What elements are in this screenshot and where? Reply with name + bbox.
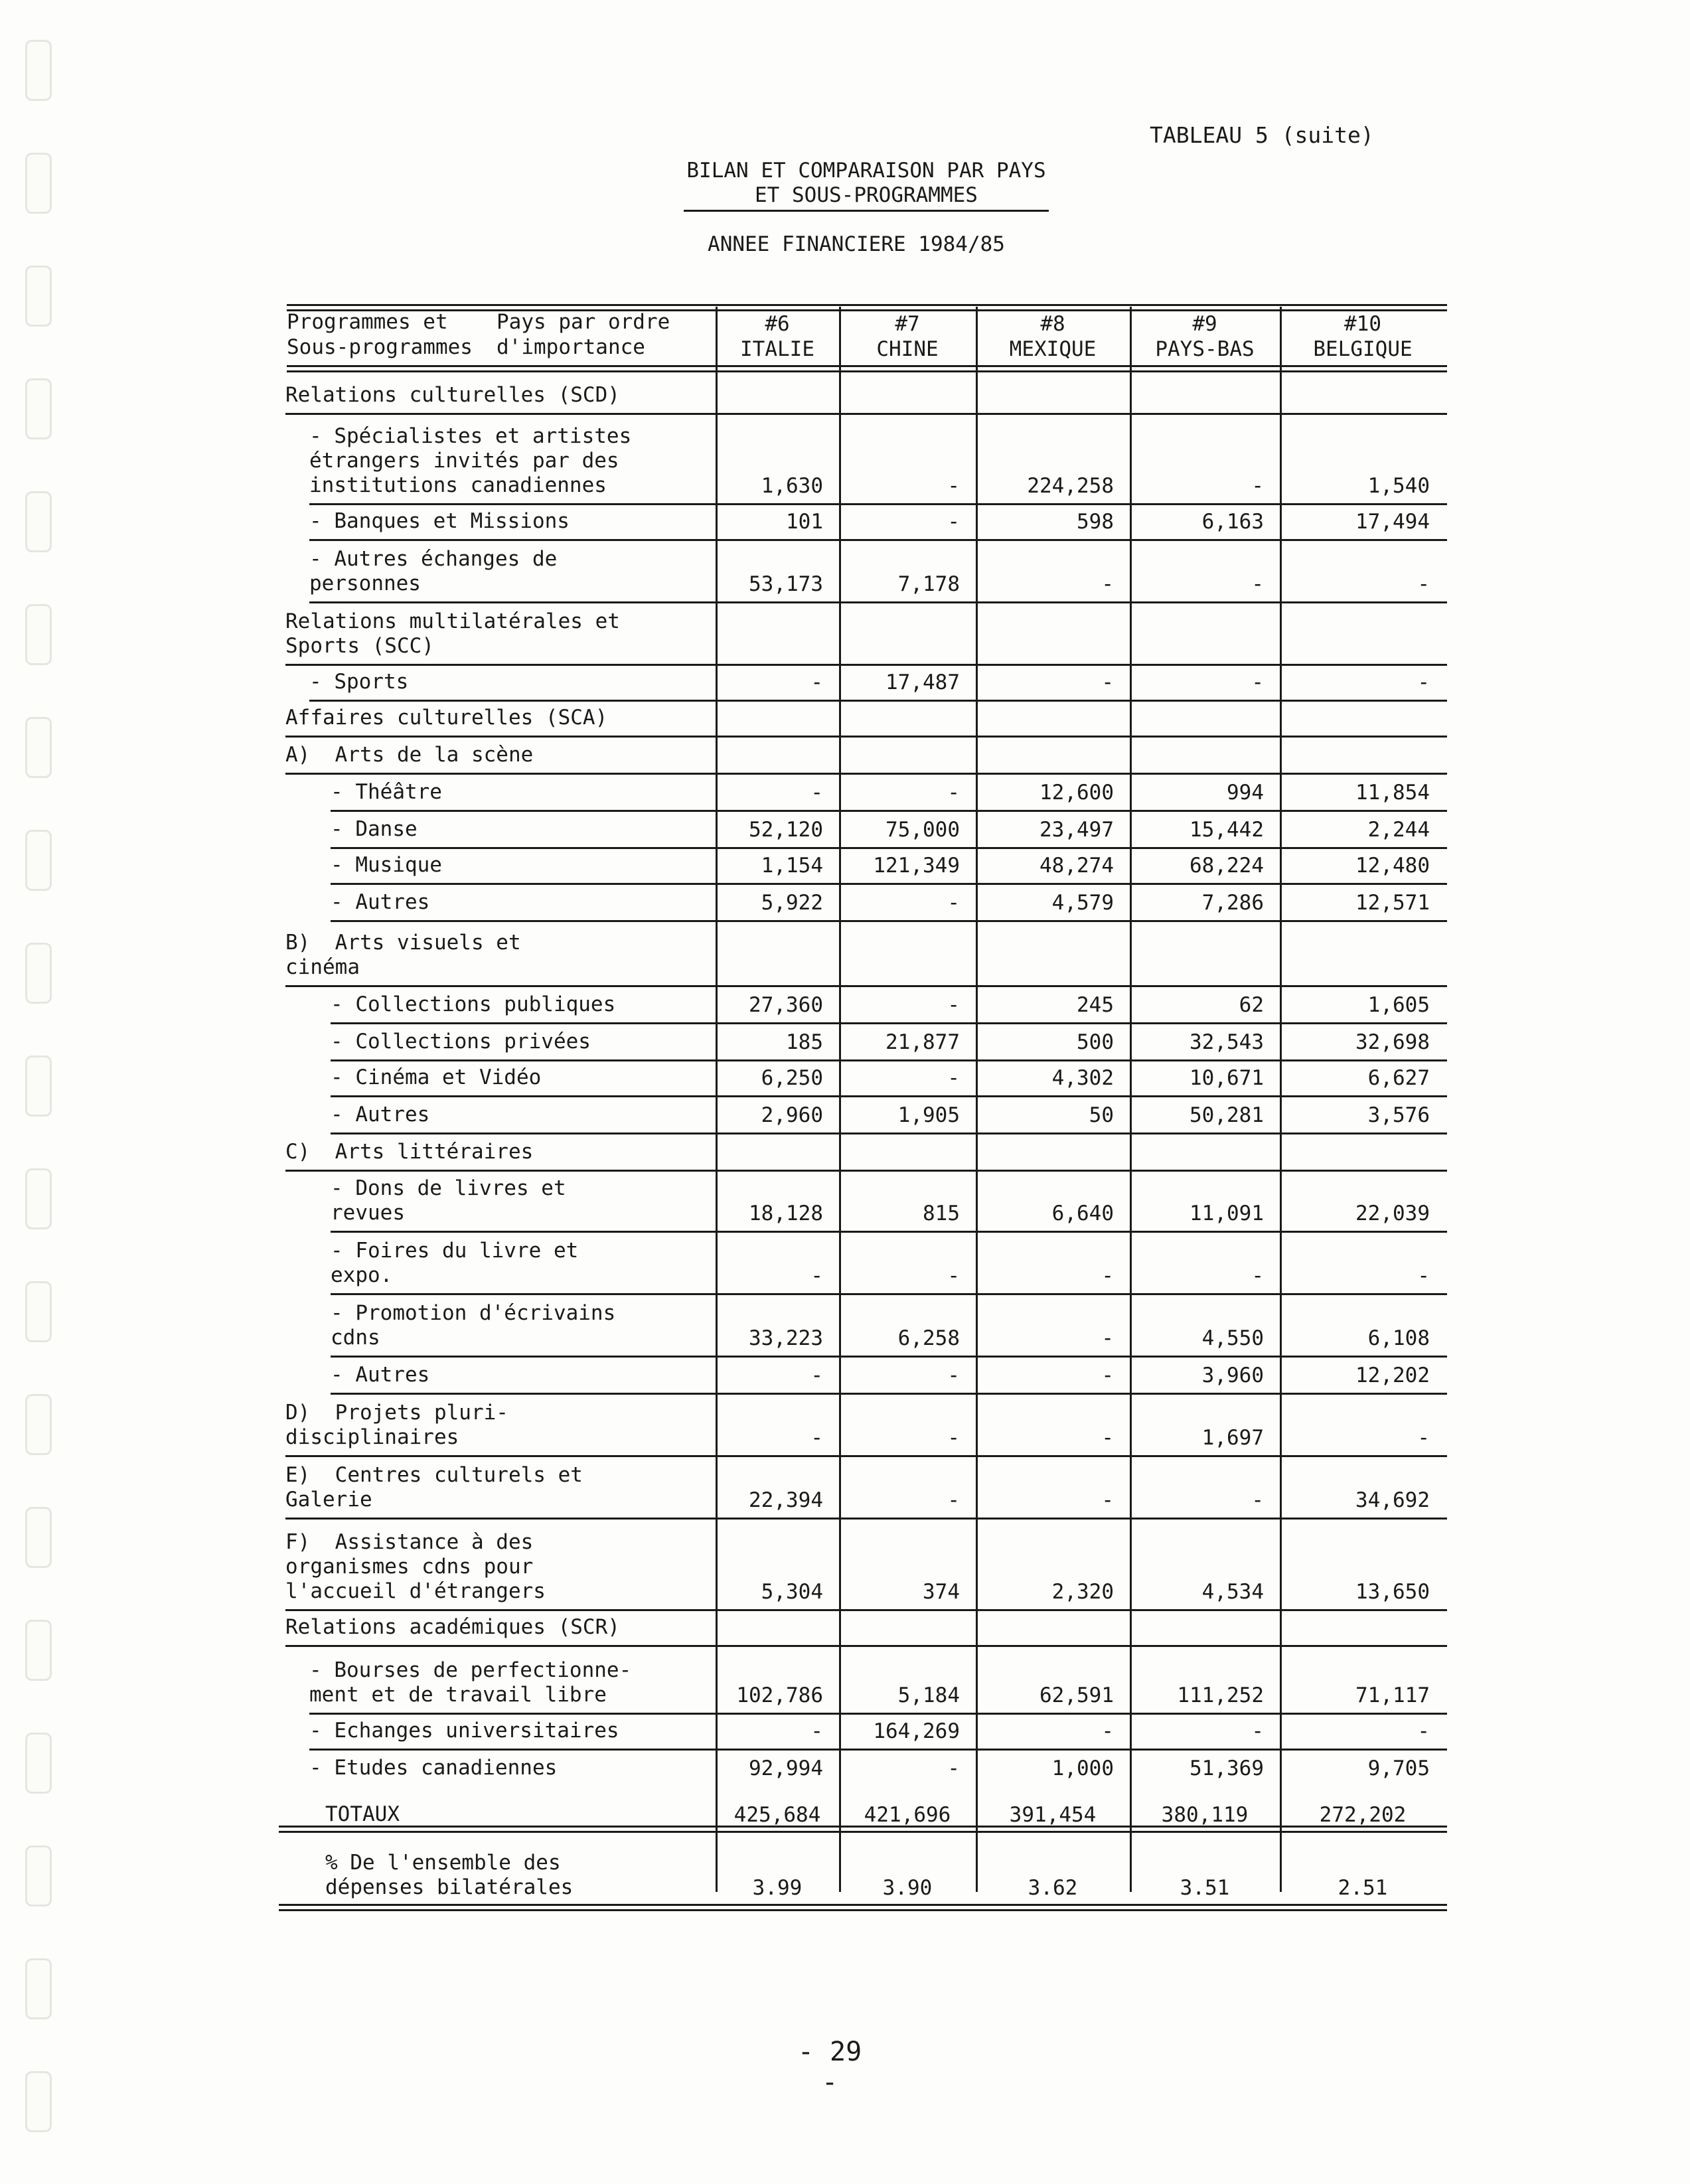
table-cell: 245 xyxy=(1077,993,1114,1017)
table-cell: 27,360 xyxy=(749,993,823,1017)
row-label: - Danse xyxy=(331,817,418,841)
table-cell: 1,905 xyxy=(897,1103,960,1127)
column-divider xyxy=(1130,307,1132,1892)
table-cell: 101 xyxy=(786,510,823,534)
table-cell: - xyxy=(947,1426,960,1450)
corner-header-right-1: Pays par ordre xyxy=(497,310,670,334)
row-rule xyxy=(331,1022,1447,1024)
table-cell: - xyxy=(947,1488,960,1512)
row-rule xyxy=(285,664,1447,666)
table-cell: 12,571 xyxy=(1355,891,1430,915)
table-cell: 15,442 xyxy=(1190,818,1264,842)
table-cell: - xyxy=(1251,474,1264,498)
table-cell: 68,224 xyxy=(1190,854,1264,878)
row-label: Relations multilatérales et xyxy=(285,609,620,633)
table-cell: 3,576 xyxy=(1367,1103,1430,1127)
column-country: BELGIQUE xyxy=(1313,337,1413,361)
table-cell: - xyxy=(810,670,823,694)
table-cell: - xyxy=(810,1719,823,1743)
table-cell: 9,705 xyxy=(1367,1756,1430,1780)
table-cell: 2,960 xyxy=(761,1103,823,1127)
table-cell: 32,543 xyxy=(1190,1030,1264,1054)
table-cell: 4,302 xyxy=(1051,1066,1114,1090)
binder-hole xyxy=(25,2071,52,2132)
row-label: - Foires du livre et xyxy=(331,1239,579,1263)
column-rank: #7 xyxy=(895,312,920,336)
table-cell: 17,494 xyxy=(1355,510,1430,534)
table-cell: 6,640 xyxy=(1051,1202,1114,1225)
table-cell: 994 xyxy=(1227,781,1264,805)
table-cell: 391,454 xyxy=(1009,1803,1097,1827)
table-cell: 6,163 xyxy=(1201,510,1264,534)
table-cell: - xyxy=(947,474,960,498)
row-label: - Collections publiques xyxy=(331,992,616,1016)
table-cell: 75,000 xyxy=(885,818,960,842)
row-label: - Promotion d'écrivains xyxy=(331,1301,616,1325)
row-rule xyxy=(285,1609,1447,1611)
row-label: - Autres xyxy=(331,890,430,914)
table-cell: 5,184 xyxy=(897,1683,960,1707)
table-cell: - xyxy=(1251,572,1264,596)
table-cell: 3.90 xyxy=(882,1876,933,1900)
table-bottom-rule xyxy=(279,1904,1447,1906)
table-cell: 62,591 xyxy=(1039,1683,1114,1707)
column-divider xyxy=(839,307,841,1892)
row-label: C) Arts littéraires xyxy=(285,1140,534,1164)
table-cell: 11,091 xyxy=(1190,1202,1264,1225)
table-cell: 22,394 xyxy=(749,1488,823,1512)
table-cell: - xyxy=(1417,1719,1430,1743)
table-cell: - xyxy=(1101,1426,1114,1450)
column-rank: #8 xyxy=(1040,312,1065,336)
table-cell: 815 xyxy=(923,1202,960,1225)
table-cell: 2.51 xyxy=(1338,1876,1388,1900)
row-label: institutions canadiennes xyxy=(309,473,607,497)
row-label: - Dons de livres et xyxy=(331,1176,566,1200)
table-cell: - xyxy=(1417,1264,1430,1288)
table-cell: - xyxy=(1101,572,1114,596)
binder-hole xyxy=(25,1055,52,1117)
table-cell: - xyxy=(1417,572,1430,596)
table-cell: 1,540 xyxy=(1367,474,1430,498)
row-label: - Théâtre xyxy=(331,780,442,804)
table-cell: 5,922 xyxy=(761,891,823,915)
row-label: A) Arts de la scène xyxy=(285,743,534,767)
row-rule xyxy=(285,413,1447,415)
binder-hole xyxy=(25,266,52,327)
table-cell: 4,579 xyxy=(1051,891,1114,915)
table-cell: 4,550 xyxy=(1201,1326,1264,1350)
binder-hole xyxy=(25,1507,52,1568)
table-cell: 3,960 xyxy=(1201,1364,1264,1387)
row-rule xyxy=(285,1455,1447,1457)
row-rule xyxy=(309,1749,1447,1751)
table-cell: 5,304 xyxy=(761,1580,823,1604)
column-divider xyxy=(716,307,718,1892)
column-country: MEXIQUE xyxy=(1009,337,1097,361)
row-label: - Etudes canadiennes xyxy=(309,1756,558,1780)
table-cell: 1,000 xyxy=(1051,1756,1114,1780)
row-label: - Autres xyxy=(331,1363,430,1387)
binder-hole xyxy=(25,153,52,214)
table-cell: - xyxy=(810,781,823,805)
table-cell: - xyxy=(1417,1426,1430,1450)
corner-header-left-1: Programmes et xyxy=(287,310,448,334)
column-rank: #6 xyxy=(765,312,790,336)
row-label: Affaires culturelles (SCA) xyxy=(285,706,608,730)
row-rule xyxy=(331,1293,1447,1295)
binder-hole xyxy=(25,1394,52,1455)
table-cell: 22,039 xyxy=(1355,1202,1430,1225)
table-cell: 224,258 xyxy=(1027,474,1114,498)
column-country: CHINE xyxy=(876,337,939,361)
row-label: expo. xyxy=(331,1263,393,1287)
document-title: BILAN ET COMPARAISON PAR PAYS xyxy=(686,159,1046,183)
table-cell: 48,274 xyxy=(1039,854,1114,878)
row-rule xyxy=(309,700,1447,702)
table-cell: - xyxy=(947,781,960,805)
table-cell: - xyxy=(1251,1264,1264,1288)
row-rule xyxy=(309,503,1447,505)
table-cell: 11,854 xyxy=(1355,781,1430,805)
row-rule xyxy=(285,985,1447,987)
table-cell: 12,202 xyxy=(1355,1364,1430,1387)
binder-hole xyxy=(25,1958,52,2019)
binder-hole xyxy=(25,717,52,778)
table-cell: 1,154 xyxy=(761,854,823,878)
table-cell: 17,487 xyxy=(885,670,960,694)
table-cell: 71,117 xyxy=(1355,1683,1430,1707)
row-label: disciplinaires xyxy=(285,1425,459,1449)
row-label: organismes cdns pour xyxy=(285,1555,534,1579)
table-cell: 500 xyxy=(1077,1030,1114,1054)
table-cell: 50,281 xyxy=(1190,1103,1264,1127)
header-bottom-rule xyxy=(287,370,1447,372)
row-label: cdns xyxy=(331,1326,380,1350)
column-rank: #10 xyxy=(1344,312,1381,336)
table-cell: 6,250 xyxy=(761,1066,823,1090)
table-cell: 51,369 xyxy=(1190,1756,1264,1780)
table-cell: - xyxy=(1101,670,1114,694)
column-rank: #9 xyxy=(1192,312,1217,336)
table-cell: - xyxy=(1251,670,1264,694)
table-cell: 2,320 xyxy=(1051,1580,1114,1604)
row-label: Relations culturelles (SCD) xyxy=(285,383,620,407)
row-label: D) Projets pluri- xyxy=(285,1401,508,1425)
title-underline xyxy=(684,210,1049,212)
table-cell: 598 xyxy=(1077,510,1114,534)
row-label: % De l'ensemble des xyxy=(325,1851,561,1875)
table-cell: - xyxy=(947,1364,960,1387)
table-cell: 53,173 xyxy=(749,572,823,596)
document-title-line2: ET SOUS-PROGRAMMES xyxy=(755,183,978,207)
row-label: personnes xyxy=(309,572,421,595)
row-rule xyxy=(285,1645,1447,1647)
table-cell: 421,696 xyxy=(864,1803,951,1827)
binder-hole xyxy=(25,604,52,665)
row-rule xyxy=(331,920,1447,922)
fiscal-year-subtitle: ANNEE FINANCIERE 1984/85 xyxy=(708,232,1005,256)
row-label: - Cinéma et Vidéo xyxy=(331,1065,542,1089)
table-cell: 10,671 xyxy=(1190,1066,1264,1090)
row-rule xyxy=(309,1713,1447,1715)
row-rule xyxy=(309,539,1447,541)
table-cell: 34,692 xyxy=(1355,1488,1430,1512)
table-cell: 23,497 xyxy=(1039,818,1114,842)
table-cell: 12,600 xyxy=(1039,781,1114,805)
binder-hole xyxy=(25,491,52,552)
table-cell: - xyxy=(1251,1719,1264,1743)
table-top-rule xyxy=(287,304,1447,306)
table-cell: 3.51 xyxy=(1180,1876,1230,1900)
row-label: étrangers invités par des xyxy=(309,449,619,473)
table-cell: - xyxy=(947,891,960,915)
binder-hole xyxy=(25,943,52,1004)
binder-hole xyxy=(25,1281,52,1342)
table-cell: 7,286 xyxy=(1201,891,1264,915)
table-cell: 6,108 xyxy=(1367,1326,1430,1350)
row-label: - Musique xyxy=(331,853,442,877)
binder-hole xyxy=(25,1168,52,1229)
totals-rule xyxy=(279,1831,1447,1833)
table-cell: 6,627 xyxy=(1367,1066,1430,1090)
row-label: F) Assistance à des xyxy=(285,1530,534,1554)
table-number: TABLEAU 5 (suite) xyxy=(1150,122,1374,148)
table-cell: - xyxy=(947,1066,960,1090)
table-cell: 3.99 xyxy=(752,1876,803,1900)
row-rule xyxy=(285,736,1447,738)
table-cell: - xyxy=(810,1264,823,1288)
row-label: TOTAUX xyxy=(325,1802,400,1826)
table-cell: - xyxy=(810,1426,823,1450)
table-cell: 50 xyxy=(1089,1103,1114,1127)
row-label: dépenses bilatérales xyxy=(325,1875,574,1899)
row-label: - Collections privées xyxy=(331,1030,591,1053)
table-cell: 111,252 xyxy=(1177,1683,1264,1707)
table-cell: 92,994 xyxy=(749,1756,823,1780)
corner-header-right-2: d'importance xyxy=(497,335,645,359)
row-label: - Autres échanges de xyxy=(309,547,558,571)
table-cell: 21,877 xyxy=(885,1030,960,1054)
row-rule xyxy=(331,847,1447,849)
table-cell: 12,480 xyxy=(1355,854,1430,878)
row-rule xyxy=(331,1231,1447,1233)
table-cell: 6,258 xyxy=(897,1326,960,1350)
row-label: - Bourses de perfectionne- xyxy=(309,1658,632,1682)
row-label: B) Arts visuels et xyxy=(285,931,521,955)
table-cell: - xyxy=(1101,1719,1114,1743)
header-bottom-rule xyxy=(287,365,1447,367)
table-cell: 13,650 xyxy=(1355,1580,1430,1604)
table-cell: 62 xyxy=(1239,993,1264,1017)
row-label: - Autres xyxy=(331,1103,430,1127)
table-cell: 164,269 xyxy=(873,1719,960,1743)
table-cell: - xyxy=(1101,1364,1114,1387)
binder-hole xyxy=(25,40,52,101)
binder-holes xyxy=(20,40,53,2131)
table-cell: - xyxy=(1101,1326,1114,1350)
binder-hole xyxy=(25,1620,52,1681)
binder-hole xyxy=(25,1845,52,1907)
row-label: - Echanges universitaires xyxy=(309,1719,619,1743)
table-cell: 272,202 xyxy=(1319,1803,1407,1827)
row-rule xyxy=(285,1518,1447,1520)
table-cell: 380,119 xyxy=(1161,1803,1249,1827)
table-cell: - xyxy=(810,1364,823,1387)
row-rule xyxy=(309,601,1447,603)
column-divider xyxy=(1280,307,1282,1892)
column-country: PAYS-BAS xyxy=(1155,337,1255,361)
table-cell: 1,697 xyxy=(1201,1426,1264,1450)
row-label: Sports (SCC) xyxy=(285,634,434,658)
table-cell: 2,244 xyxy=(1367,818,1430,842)
row-rule xyxy=(331,1132,1447,1134)
table-top-rule xyxy=(287,309,1447,311)
binder-hole xyxy=(25,1733,52,1794)
row-label: l'accueil d'étrangers xyxy=(285,1579,546,1603)
table-cell: 18,128 xyxy=(749,1202,823,1225)
table-cell: 1,630 xyxy=(761,474,823,498)
row-rule xyxy=(331,1356,1447,1358)
table-bottom-rule xyxy=(279,1909,1447,1911)
table-cell: - xyxy=(1417,670,1430,694)
column-country: ITALIE xyxy=(740,337,814,361)
row-label: Relations académiques (SCR) xyxy=(285,1615,620,1639)
row-rule xyxy=(331,1095,1447,1097)
row-label: E) Centres culturels et xyxy=(285,1463,583,1487)
table-cell: 32,698 xyxy=(1355,1030,1430,1054)
row-label: Galerie xyxy=(285,1488,372,1512)
binder-hole xyxy=(25,378,52,439)
table-cell: - xyxy=(947,1756,960,1780)
table-cell: - xyxy=(1251,1488,1264,1512)
row-label: cinéma xyxy=(285,955,360,979)
page-number: - 29 - xyxy=(797,2037,862,2098)
table-cell: - xyxy=(947,993,960,1017)
table-cell: 102,786 xyxy=(736,1683,823,1707)
table-cell: 121,349 xyxy=(873,854,960,878)
corner-header-left-2: Sous-programmes xyxy=(287,335,473,359)
table-cell: - xyxy=(1101,1264,1114,1288)
row-label: revues xyxy=(331,1201,405,1225)
table-cell: 33,223 xyxy=(749,1326,823,1350)
column-divider xyxy=(976,307,978,1892)
table-cell: 52,120 xyxy=(749,818,823,842)
row-label: ment et de travail libre xyxy=(309,1683,607,1707)
table-cell: 7,178 xyxy=(897,572,960,596)
row-rule xyxy=(285,773,1447,775)
row-rule xyxy=(331,810,1447,812)
table-cell: 185 xyxy=(786,1030,823,1054)
binder-hole xyxy=(25,830,52,891)
row-rule xyxy=(331,1393,1447,1395)
table-cell: - xyxy=(947,1264,960,1288)
table-cell: 1,605 xyxy=(1367,993,1430,1017)
row-rule xyxy=(285,1170,1447,1172)
row-rule xyxy=(331,883,1447,885)
table-cell: 4,534 xyxy=(1201,1580,1264,1604)
table-cell: - xyxy=(1101,1488,1114,1512)
table-cell: 374 xyxy=(923,1580,960,1604)
row-label: - Sports xyxy=(309,670,409,694)
table-cell: 3.62 xyxy=(1028,1876,1078,1900)
row-rule xyxy=(331,1059,1447,1061)
row-label: - Banques et Missions xyxy=(309,509,570,533)
row-label: - Spécialistes et artistes xyxy=(309,424,632,448)
table-cell: 425,684 xyxy=(733,1803,821,1827)
table-cell: - xyxy=(947,510,960,534)
